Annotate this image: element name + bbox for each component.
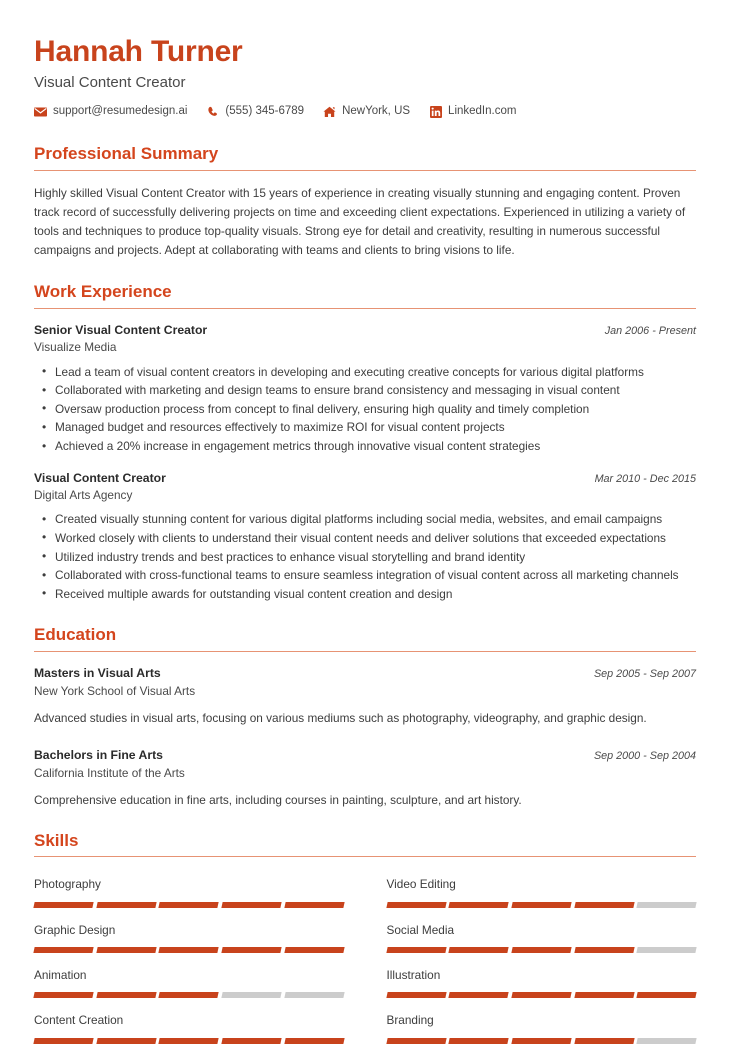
skill-item <box>387 1006 697 1051</box>
skill-level-bar <box>34 902 344 908</box>
skill-level-segment <box>449 992 509 998</box>
section-divider <box>34 170 696 171</box>
candidate-headline: Visual Content Creator <box>34 74 186 92</box>
skill-level-segment <box>159 947 219 953</box>
skill-level-segment <box>511 902 571 908</box>
skill-level-bar <box>34 1038 344 1044</box>
work-entry-list <box>34 322 696 604</box>
education-school: New York School of Visual Arts <box>34 683 196 698</box>
summary-text: Highly skilled Visual Content Creator with 15 years of experience in creating visually stunning and engaging content. Proven track record of successfully delivering projects on time and exceeding client expectations. Experienced in utilizing a variety of tools and techniques to produce top-quality visuals. Strong eye for detail and creativity, resulting in numerous successful campaigns and projects. Adept at collaborating with teams and clients to bring visions to life. <box>34 185 686 258</box>
linkedin-icon <box>429 105 442 118</box>
candidate-name: Hannah Turner <box>34 35 243 68</box>
skill-level-bar <box>387 902 697 908</box>
skill-level-segment <box>221 902 281 908</box>
skill-level-segment <box>511 992 571 998</box>
work-date-range: Mar 2010 - Dec 2015 <box>594 472 696 485</box>
education-entry <box>34 747 696 809</box>
skill-level-segment <box>386 1038 446 1044</box>
skill-level-segment <box>386 992 446 998</box>
section-professional-summary <box>34 144 696 260</box>
skill-level-segment <box>284 947 344 953</box>
work-company: Visualize Media <box>34 340 117 355</box>
skill-level-segment <box>637 947 697 953</box>
section-title-work: Work Experience <box>34 282 172 302</box>
skill-level-bar <box>387 1038 697 1044</box>
skill-item <box>387 870 697 915</box>
skill-name: Video Editing <box>386 877 456 892</box>
work-bullet: • Oversaw production process from concept to final delivery, ensuring high quality and timely completion <box>55 400 696 419</box>
skill-name: Social Media <box>386 922 455 937</box>
contact-item-email[interactable] <box>34 105 187 118</box>
skill-level-segment <box>637 1038 697 1044</box>
skill-level-segment <box>159 902 219 908</box>
skill-level-bar <box>387 992 697 998</box>
education-description: Advanced studies in visual arts, focusing on various mediums such as photography, videography, and graphic design. <box>34 710 647 725</box>
skill-level-segment <box>96 1038 156 1044</box>
work-bullet-list <box>34 363 696 456</box>
skill-level-bar <box>34 992 344 998</box>
skill-level-segment <box>574 992 634 998</box>
work-bullet: • Created visually stunning content for various digital platforms including social media, websites, and email campaigns <box>55 510 696 529</box>
skill-level-segment <box>221 947 281 953</box>
skill-level-segment <box>386 902 446 908</box>
section-title-skills: Skills <box>34 830 79 850</box>
skill-level-segment <box>284 1038 344 1044</box>
skill-level-segment <box>511 947 571 953</box>
section-title-summary: Professional Summary <box>34 144 219 164</box>
education-description: Comprehensive education in fine arts, including courses in painting, sculpture, and art history. <box>34 792 522 807</box>
skill-level-segment <box>284 992 344 998</box>
section-education <box>34 625 696 808</box>
skill-level-segment <box>637 992 697 998</box>
contact-item-home[interactable] <box>323 105 410 118</box>
education-entry <box>34 665 696 727</box>
skill-level-segment <box>574 902 634 908</box>
education-degree: Masters in Visual Arts <box>34 666 161 681</box>
skill-level-segment <box>449 1038 509 1044</box>
education-entry-head <box>34 747 696 764</box>
skill-name: Animation <box>34 968 87 983</box>
contact-text: LinkedIn.com <box>448 105 517 118</box>
skills-grid <box>34 870 696 1051</box>
contact-row <box>34 105 696 118</box>
work-bullet: • Utilized industry trends and best practices to enhance visual storytelling and brand identity <box>55 548 696 567</box>
work-bullet: • Managed budget and resources effectively to maximize ROI for visual content projects <box>55 418 696 437</box>
education-degree: Bachelors in Fine Arts <box>34 747 163 762</box>
work-bullet: • Collaborated with cross-functional teams to ensure seamless integration of visual content across all marketing channels <box>55 566 696 585</box>
contact-text: NewYork, US <box>342 105 411 118</box>
contact-item-phone[interactable] <box>206 105 304 118</box>
skill-level-segment <box>33 947 93 953</box>
education-entry-list <box>34 665 696 809</box>
skill-level-segment <box>574 1038 634 1044</box>
work-bullet: • Achieved a 20% increase in engagement metrics through innovative visual content strategies <box>55 437 696 456</box>
education-school: California Institute of the Arts <box>34 765 185 780</box>
skill-name: Content Creation <box>34 1013 124 1028</box>
work-bullet: • Worked closely with clients to understand their visual content needs and deliver solutions that exceeded expectations <box>55 529 696 548</box>
skill-level-segment <box>33 992 93 998</box>
work-position: Visual Content Creator <box>34 470 166 485</box>
skill-item <box>387 961 697 1006</box>
phone-icon <box>206 105 219 118</box>
section-divider <box>34 308 696 309</box>
skill-level-segment <box>221 1038 281 1044</box>
skill-name: Illustration <box>386 968 441 983</box>
skill-level-bar <box>387 947 697 953</box>
section-title-education: Education <box>34 625 117 645</box>
home-icon <box>323 105 336 118</box>
skill-level-segment <box>511 1038 571 1044</box>
skill-level-segment <box>386 947 446 953</box>
email-icon <box>34 105 47 118</box>
skill-level-segment <box>449 902 509 908</box>
skill-name: Graphic Design <box>34 922 116 937</box>
skill-level-segment <box>449 947 509 953</box>
work-company: Digital Arts Agency <box>34 488 133 503</box>
skill-level-segment <box>159 1038 219 1044</box>
skill-level-bar <box>34 947 344 953</box>
contact-text: (555) 345-6789 <box>225 105 305 118</box>
work-bullet: • Lead a team of visual content creators in developing and executing creative concepts for various digital platforms <box>55 363 696 382</box>
work-bullet: • Collaborated with marketing and design teams to ensure brand consistency and messaging in visual content <box>55 381 696 400</box>
skill-level-segment <box>221 992 281 998</box>
section-skills <box>34 831 696 1052</box>
skill-level-segment <box>96 992 156 998</box>
skill-name: Branding <box>386 1013 434 1028</box>
resume-header <box>34 36 696 118</box>
skill-level-segment <box>159 992 219 998</box>
skill-name: Photography <box>34 877 101 892</box>
skill-level-segment <box>96 902 156 908</box>
contact-text: support@resumedesign.ai <box>53 105 188 118</box>
skill-level-segment <box>574 947 634 953</box>
skill-item <box>34 916 344 961</box>
education-date-range: Sep 2000 - Sep 2004 <box>593 749 696 762</box>
education-date-range: Sep 2005 - Sep 2007 <box>593 668 696 681</box>
work-entry <box>34 322 696 456</box>
skill-level-segment <box>96 947 156 953</box>
work-entry <box>34 470 696 604</box>
work-entry-head <box>34 470 696 487</box>
contact-item-linkedin[interactable] <box>429 105 516 118</box>
education-entry-head <box>34 665 696 682</box>
skill-level-segment <box>33 902 93 908</box>
skill-item <box>34 870 344 915</box>
section-divider <box>34 651 696 652</box>
work-bullet: • Received multiple awards for outstanding visual content creation and design <box>55 585 696 604</box>
skill-level-segment <box>637 902 697 908</box>
skill-level-segment <box>33 1038 93 1044</box>
skill-item <box>387 916 697 961</box>
work-date-range: Jan 2006 - Present <box>604 324 696 337</box>
skill-item <box>34 961 344 1006</box>
work-bullet-list <box>34 510 696 603</box>
section-divider <box>34 856 696 857</box>
work-position: Senior Visual Content Creator <box>34 322 208 337</box>
skill-level-segment <box>284 902 344 908</box>
work-entry-head <box>34 322 696 339</box>
skill-item <box>34 1006 344 1051</box>
section-work-experience <box>34 282 696 603</box>
